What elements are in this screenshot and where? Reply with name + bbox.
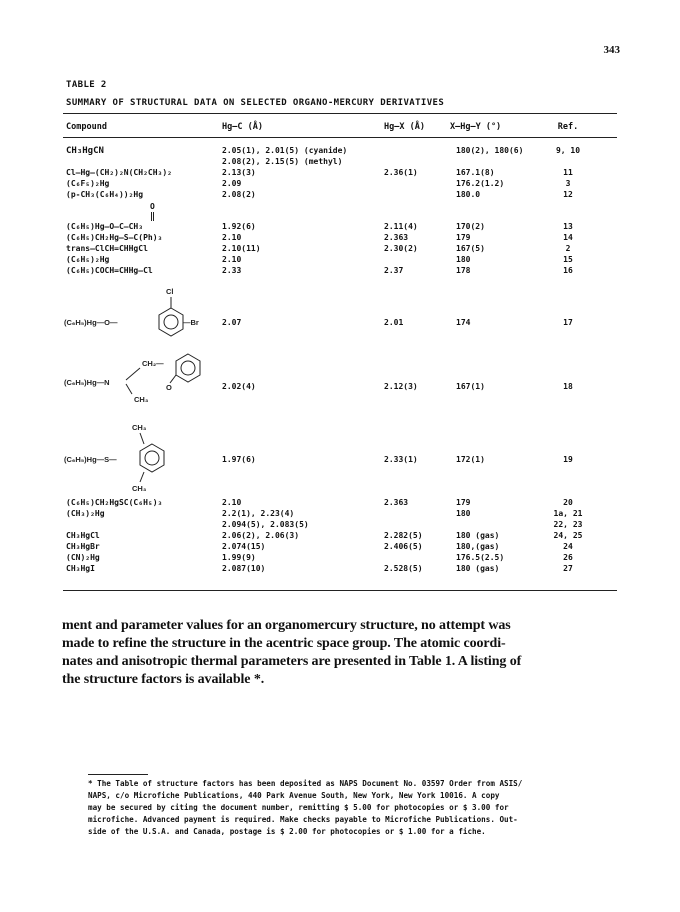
table-row-ref: 15 (563, 255, 573, 264)
table-row-compound: (C₆H₅)COCH=CHHg—Cl (66, 266, 153, 275)
table-row-hg-c: 2.02(4) (222, 382, 256, 391)
table-row-ref: 14 (563, 233, 573, 242)
table-row-x-hg-y: 170(2) (456, 222, 485, 231)
footnote-rule (88, 774, 148, 775)
structure-17-prefix: (C₆H₅)Hg—O— (64, 318, 118, 327)
table-row-hg-c: 2.2(1), 2.23(4) (222, 509, 295, 518)
structure-17-sub: Cl (166, 287, 174, 296)
table-row-compound: (C₆H₅)CH₂Hg—S—C(Ph)₃ (66, 233, 163, 242)
table-row-compound: (CH₃)₂Hg (66, 509, 105, 518)
table-row-hg-x: 2.406(5) (384, 542, 423, 551)
footnote-line: * The Table of structure factors has been deposited as NAPS Document No. 03597 Order from ASIS/ (88, 779, 523, 788)
table-row-hg-c: 2.33 (222, 266, 242, 275)
table-row-hg-c: 1.99(9) (222, 553, 256, 562)
footnote-line: side of the U.S.A. and Canada, postage is $ 2.00 for photocopies or $ 1.00 for a fiche. (88, 827, 486, 836)
structure-19-prefix: (C₆H₅)Hg—S— (64, 455, 117, 464)
bond-line (126, 384, 132, 394)
body-line: ment and parameter values for an organomercury structure, no attempt was (62, 618, 511, 633)
table-row-hg-c: 2.05(1), 2.01(5) (cyanide) (222, 146, 348, 155)
table-row-x-hg-y: 167(1) (456, 382, 485, 391)
aromatic-circle (181, 361, 195, 375)
table-row-hg-x: 2.30(2) (384, 244, 418, 253)
aromatic-circle (145, 451, 159, 465)
table-row-ref: 26 (563, 553, 573, 562)
table-row-ref: 20 (563, 498, 573, 507)
benzene-ring-icon (140, 444, 164, 472)
table-row-compound: (C₆H₅)CH₂HgSC(C₆H₅)₃ (66, 498, 163, 507)
table-row-hg-c: 2.07 (222, 318, 242, 327)
table-row-compound: (CN)₂Hg (66, 553, 100, 562)
table-row-hg-c: 2.10(11) (222, 244, 261, 253)
body-line: made to refine the structure in the acentric space group. The atomic coordi- (62, 636, 506, 651)
bond-line (170, 375, 176, 383)
bond-line (140, 472, 144, 482)
table-row-x-hg-y: 179 (456, 233, 471, 242)
table-row-hg-x: 2.33(1) (384, 455, 418, 464)
table-row-hg-c: 2.10 (222, 233, 242, 242)
table-row-hg-c: 1.92(6) (222, 222, 256, 231)
table-row-ref: 18 (563, 382, 573, 391)
table-row-hg-x: 2.282(5) (384, 531, 423, 540)
benzene-ring-icon (176, 354, 200, 382)
table-row-hg-c: 2.10 (222, 255, 242, 264)
table-row-x-hg-y: 172(1) (456, 455, 485, 464)
table-row-ref: 24, 25 (553, 531, 583, 540)
table-row-x-hg-y: 180(2), 180(6) (456, 146, 524, 155)
body-line: the structure factors is available *. (62, 672, 265, 687)
table-row-compound: CH₃HgCN (66, 146, 104, 156)
table-row-ref: 12 (563, 190, 573, 199)
table-row-hg-c: 2.06(2), 2.06(3) (222, 531, 300, 540)
table-row-ref: 17 (563, 318, 573, 327)
table-label: TABLE 2 (66, 80, 107, 90)
structure-diagram-17 (60, 282, 220, 344)
table-row-hg-c: 2.094(5), 2.083(5) (222, 520, 309, 529)
table-row-x-hg-y: 180 (456, 509, 471, 518)
structure-18-sub-bottom: CH₃ (134, 395, 149, 404)
table-row-hg-c: 2.10 (222, 498, 242, 507)
body-line: nates and anisotropic thermal parameters are presented in Table 1. A listing of (62, 654, 522, 669)
table-row-compound: trans—ClCH=CHHgCl (66, 244, 148, 253)
table-row-x-hg-y: 167(5) (456, 244, 485, 253)
table-row-ref: 2 (565, 244, 571, 253)
table-row-x-hg-y: 176.2(1.2) (456, 179, 505, 188)
header-hg-x: Hg—X (Å) (384, 122, 425, 132)
table-row-compound: CH₃HgI (66, 564, 95, 573)
table-row-ref: 16 (563, 266, 573, 275)
table-row-x-hg-y: 176.5(2.5) (456, 553, 505, 562)
bond-line (140, 433, 144, 444)
header-compound: Compound (66, 122, 107, 132)
aromatic-circle (164, 315, 178, 329)
footnote-line: microfiche. Advanced payment is required. Make checks payable to Microfiche Publications. Out- (88, 815, 518, 824)
table-row-ref: 24 (563, 542, 573, 551)
table-row-ref: 27 (563, 564, 573, 573)
table-row-x-hg-y: 180 (gas) (456, 531, 500, 540)
table-row-hg-x: 2.11(4) (384, 222, 418, 231)
table-row-x-hg-y: 167.1(8) (456, 168, 495, 177)
table-row-compound: (p-CH₃(C₆H₄))₂Hg (66, 190, 144, 199)
footnote-line: NAPS, c/o Microfiche Publications, 440 Park Avenue South, New York, New York 10016. A copy (88, 791, 500, 800)
table-row-compound: CH₃HgBr (66, 542, 100, 551)
table-row-x-hg-y: 180 (456, 255, 471, 264)
table-row-ref: 11 (563, 168, 573, 177)
table-row-ref: 1a, 21 (553, 509, 583, 518)
table-row-x-hg-y: 179 (456, 498, 471, 507)
table-row-compound: (C₆F₅)₂Hg (66, 179, 110, 188)
footnote (88, 778, 618, 838)
table-row-x-hg-y: 174 (456, 318, 471, 327)
carbonyl-oxygen-label: O (150, 202, 155, 211)
table-row-hg-c: 2.08(2), 2.15(5) (methyl) (222, 157, 343, 166)
carbonyl-double-bond (151, 212, 154, 221)
structure-diagram-19 (60, 418, 220, 494)
table-row-hg-x: 2.36(1) (384, 168, 418, 177)
table-row-hg-c: 2.087(10) (222, 564, 266, 573)
footnote-line: may be secured by citing the document number, remitting $ 5.00 for photocopies or $ 3.00 for (88, 803, 509, 812)
bond-line (126, 368, 140, 380)
table-row-hg-c: 2.09 (222, 179, 242, 188)
table-row-compound: CH₃HgCl (66, 531, 100, 540)
table-row-x-hg-y: 180 (gas) (456, 564, 500, 573)
table-row-compound: (C₆H₅)Hg—O—C—CH₃ (66, 222, 144, 231)
structure-18-sub-top: CH₂— (142, 359, 164, 368)
table-row-compound: (C₆H₅)₂Hg (66, 255, 110, 264)
body-paragraph (62, 617, 622, 689)
table-row-x-hg-y: 180.0 (456, 190, 481, 199)
header-ref: Ref. (557, 122, 579, 132)
header-hg-c: Hg—C (Å) (222, 122, 263, 132)
table-row-hg-c: 2.074(15) (222, 542, 266, 551)
benzene-ring-icon (159, 308, 183, 336)
table-row-x-hg-y: 180,(gas) (456, 542, 500, 551)
structure-18-oxygen: O (166, 383, 172, 392)
table-row-hg-x: 2.528(5) (384, 564, 423, 573)
table-row-hg-x: 2.37 (384, 266, 404, 275)
table-row-hg-c: 1.97(6) (222, 455, 256, 464)
table-title: SUMMARY OF STRUCTURAL DATA ON SELECTED ORGANO-MERCURY DERIVATIVES (66, 98, 445, 108)
table-row-hg-x: 2.363 (384, 233, 409, 242)
structure-17-suffix: —Br (183, 318, 199, 327)
structure-19-sub-bottom: CH₃ (132, 484, 147, 493)
table-row-ref: 22, 23 (553, 520, 583, 529)
table-row-hg-x: 2.01 (384, 318, 404, 327)
table-row-compound: Cl—Hg—(CH₂)₂N(CH₂CH₃)₂ (66, 168, 172, 177)
structure-18-prefix: (C₆H₅)Hg—N (64, 378, 110, 387)
table-row-ref: 19 (563, 455, 573, 464)
structure-19-sub-top: CH₃ (132, 423, 147, 432)
table-row-hg-c: 2.08(2) (222, 190, 256, 199)
table-row-hg-x: 2.12(3) (384, 382, 418, 391)
table-row-hg-c: 2.13(3) (222, 168, 256, 177)
table-row-hg-x: 2.363 (384, 498, 409, 507)
page-number: 343 (603, 44, 620, 56)
header-x-hg-y: X—Hg—Y (°) (450, 122, 502, 132)
structure-diagram-18 (60, 348, 220, 408)
table-row-x-hg-y: 178 (456, 266, 471, 275)
table-row-ref: 3 (565, 179, 571, 188)
table-row-ref: 13 (563, 222, 573, 231)
table-row-ref: 9, 10 (555, 146, 581, 155)
